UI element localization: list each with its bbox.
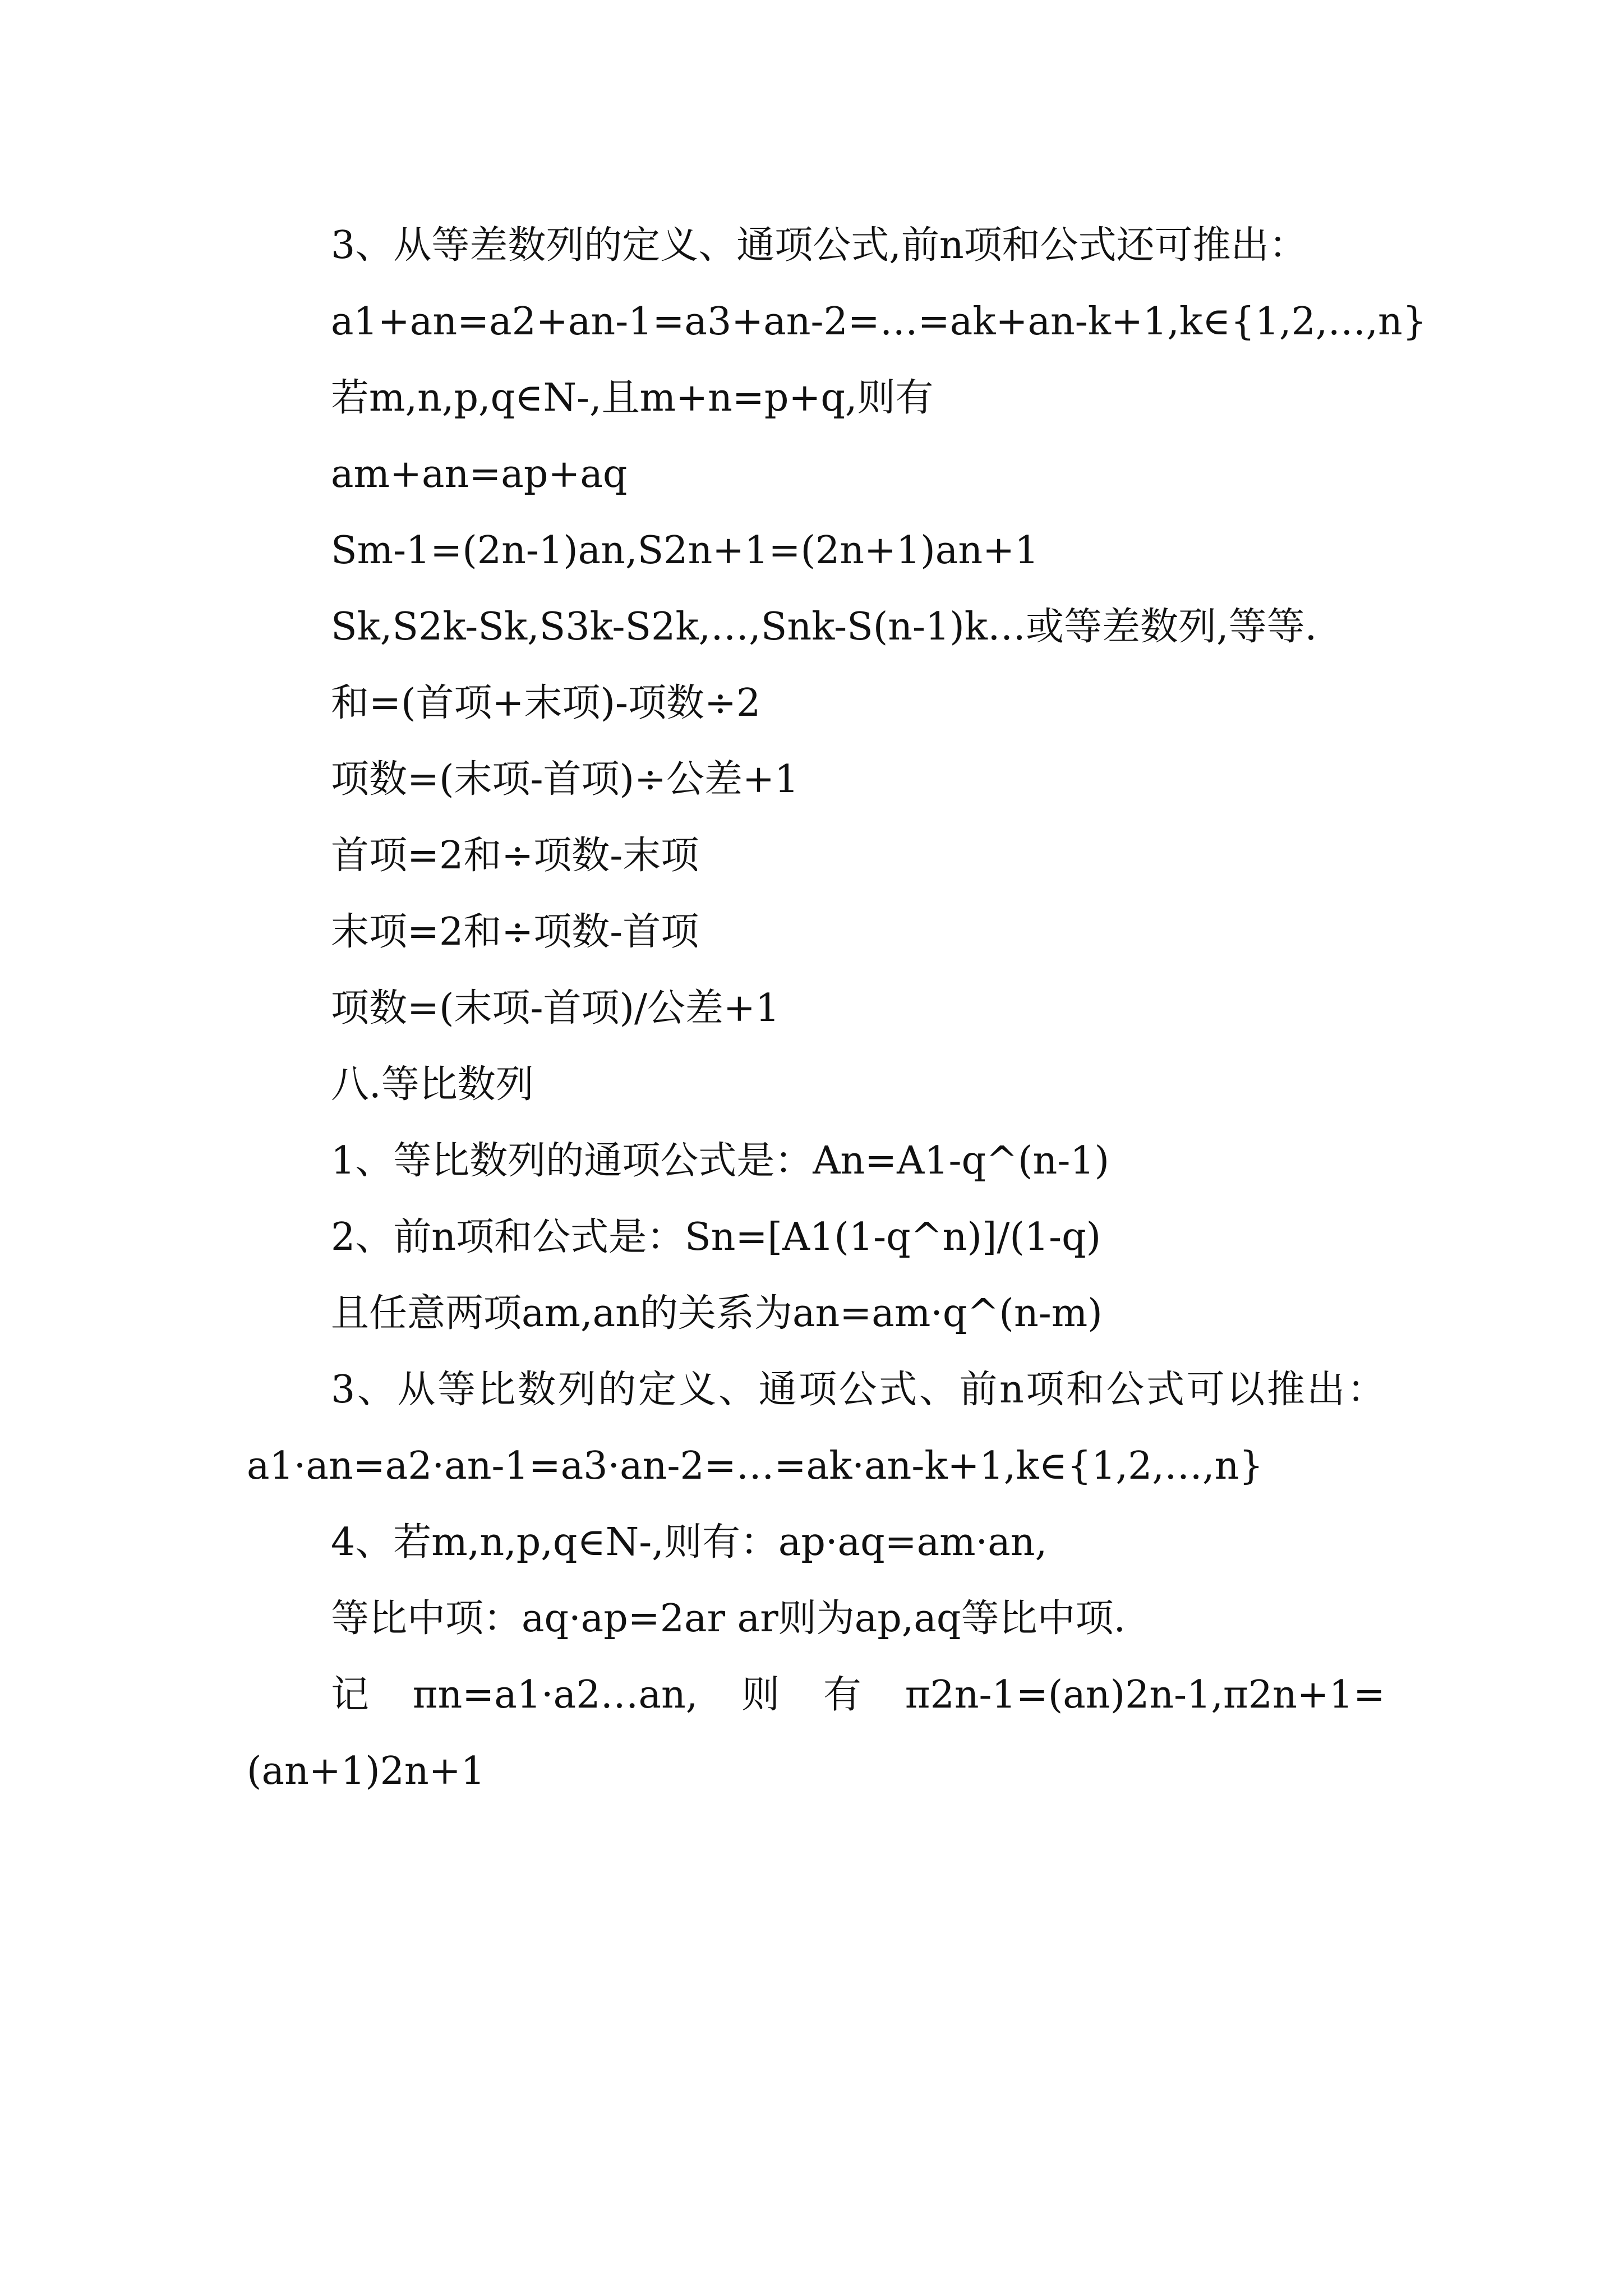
paragraph-arith-condition: 若m,n,p,q∈N-,且m+n=p+q,则有 xyxy=(331,376,934,420)
formula-geo-two-terms: 且任意两项am,an的关系为an=am·q^(n-m) xyxy=(331,1291,1103,1336)
formula-geo-sum: 2、前n项和公式是：Sn=[A1(1-q^n)]/(1-q) xyxy=(331,1215,1101,1259)
paragraph-arith-segment-sums: Sk,S2k-Sk,S3k-S2k,…,Snk-S(n-1)k…或等差数列,等等. xyxy=(331,605,1317,649)
formula-geo-product: 记πn=a1·a2…an,则有π2n-1=(an)2n-1,π2n+1=(an+1)2n+1 xyxy=(247,1673,1385,1793)
formula-arith-symmetric-sum: a1+an=a2+an-1=a3+an-2=…=ak+an-k+1,k∈{1,2,…,n} xyxy=(331,300,1427,344)
formula-arith-am-an: am+an=ap+aq xyxy=(331,452,628,496)
formula-first-term: 首项=2和÷项数-末项 xyxy=(331,834,699,878)
formula-arith-sums: Sm-1=(2n-1)an,S2n+1=(2n+1)an+1 xyxy=(331,528,1039,573)
formula-geo-general-term: 1、等比数列的通项公式是：An=A1-q^(n-1) xyxy=(331,1139,1110,1183)
document-body xyxy=(247,208,1427,1810)
paragraph-arith-derivation-intro: 3、从等差数列的定义、通项公式,前n项和公式还可推出： xyxy=(331,223,1307,268)
formula-term-count: 项数=(末项-首项)÷公差+1 xyxy=(331,757,799,802)
paragraph-geo-derivation: 3、从等比数列的定义、通项公式、前n项和公式可以推出：a1·an=a2·an-1=a3·an-2=…=ak·an-k+1,k∈{1,2,…,n} xyxy=(247,1368,1385,1488)
formula-last-term: 末项=2和÷项数-首项 xyxy=(331,910,699,954)
formula-sum-rule: 和=(首项+末项)-项数÷2 xyxy=(331,681,761,725)
formula-term-count-alt: 项数=(末项-首项)/公差+1 xyxy=(331,986,780,1030)
formula-geo-condition: 4、若m,n,p,q∈N-,则有：ap·aq=am·an, xyxy=(331,1520,1048,1565)
section-heading-geometric: 八.等比数列 xyxy=(331,1062,534,1107)
formula-geo-mean: 等比中项：aq·ap=2ar ar则为ap,aq等比中项. xyxy=(331,1596,1126,1641)
